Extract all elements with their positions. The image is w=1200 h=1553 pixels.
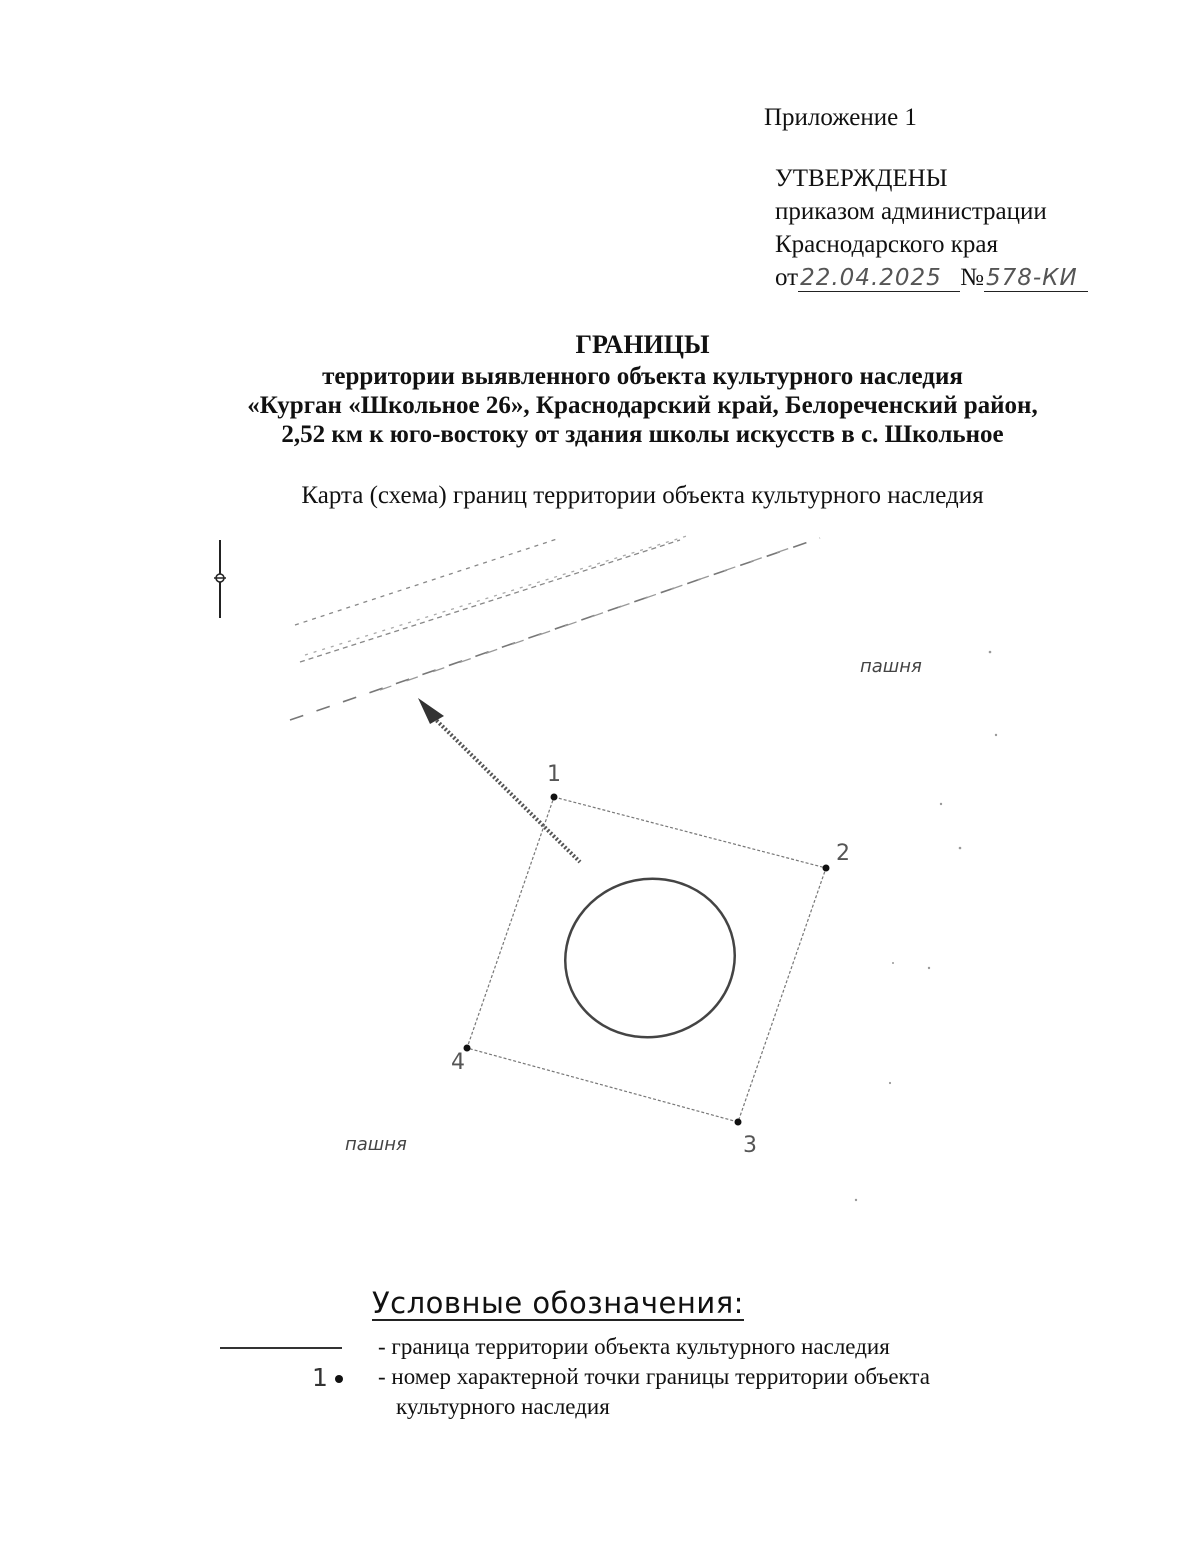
approval-date-line bbox=[775, 261, 1088, 294]
legend bbox=[0, 1330, 1200, 1430]
handwritten-date: 22.04.2025 bbox=[798, 265, 960, 292]
legend-point-text-continued: культурного наследия bbox=[396, 1394, 610, 1419]
approval-line-2: Краснодарского края bbox=[775, 231, 998, 258]
boundary-points bbox=[464, 794, 830, 1126]
legend-title: Условные обозначения: bbox=[372, 1286, 744, 1320]
scan-specks bbox=[855, 651, 997, 1202]
point-label-2: 2 bbox=[836, 841, 850, 866]
legend-point-sample-label: 1 bbox=[312, 1363, 328, 1392]
point-label-1: 1 bbox=[547, 762, 561, 787]
land-label-bottom: пашня bbox=[345, 1134, 407, 1155]
title-line-2: «Курган «Школьное 26», Краснодарский край, Белореченский район, bbox=[247, 392, 1038, 419]
document-title-block bbox=[160, 330, 1125, 449]
boundary-point-2 bbox=[823, 865, 830, 872]
legend-point-text: - номер характерной точки границы территории объекта bbox=[378, 1364, 930, 1389]
point-label-3: 3 bbox=[743, 1133, 757, 1158]
approval-block bbox=[775, 162, 1088, 294]
north-arrow-icon bbox=[214, 540, 226, 618]
number-prefix: № bbox=[960, 264, 984, 291]
legend-point-sample-dot bbox=[335, 1375, 343, 1383]
boundary-point-3 bbox=[735, 1119, 742, 1126]
handwritten-number: 578-КИ bbox=[984, 265, 1088, 292]
document-title: ГРАНИЦЫ bbox=[575, 330, 710, 359]
land-label-top: пашня bbox=[860, 656, 922, 677]
point-label-4: 4 bbox=[451, 1050, 465, 1075]
boundary-map bbox=[0, 520, 1200, 1250]
appendix-label: Приложение 1 bbox=[764, 104, 917, 131]
legend-boundary-line-sample bbox=[220, 1347, 342, 1349]
kurgan-mound-contour bbox=[550, 863, 749, 1053]
approval-heading: УТВЕРЖДЕНЫ bbox=[775, 165, 948, 192]
date-prefix: от bbox=[775, 264, 799, 291]
map-caption: Карта (схема) границ территории объекта культурного наследия bbox=[301, 482, 984, 509]
boundary-point-1 bbox=[551, 794, 558, 801]
road-lines bbox=[290, 535, 820, 720]
territory-boundary bbox=[467, 797, 826, 1122]
approval-line-1: приказом администрации bbox=[775, 198, 1047, 225]
title-line-3: 2,52 км к юго-востоку от здания школы искусств в с. Школьное bbox=[281, 421, 1004, 448]
title-line-1: территории выявленного объекта культурного наследия bbox=[322, 363, 963, 390]
legend-boundary-text: - граница территории объекта культурного наследия bbox=[378, 1334, 890, 1359]
